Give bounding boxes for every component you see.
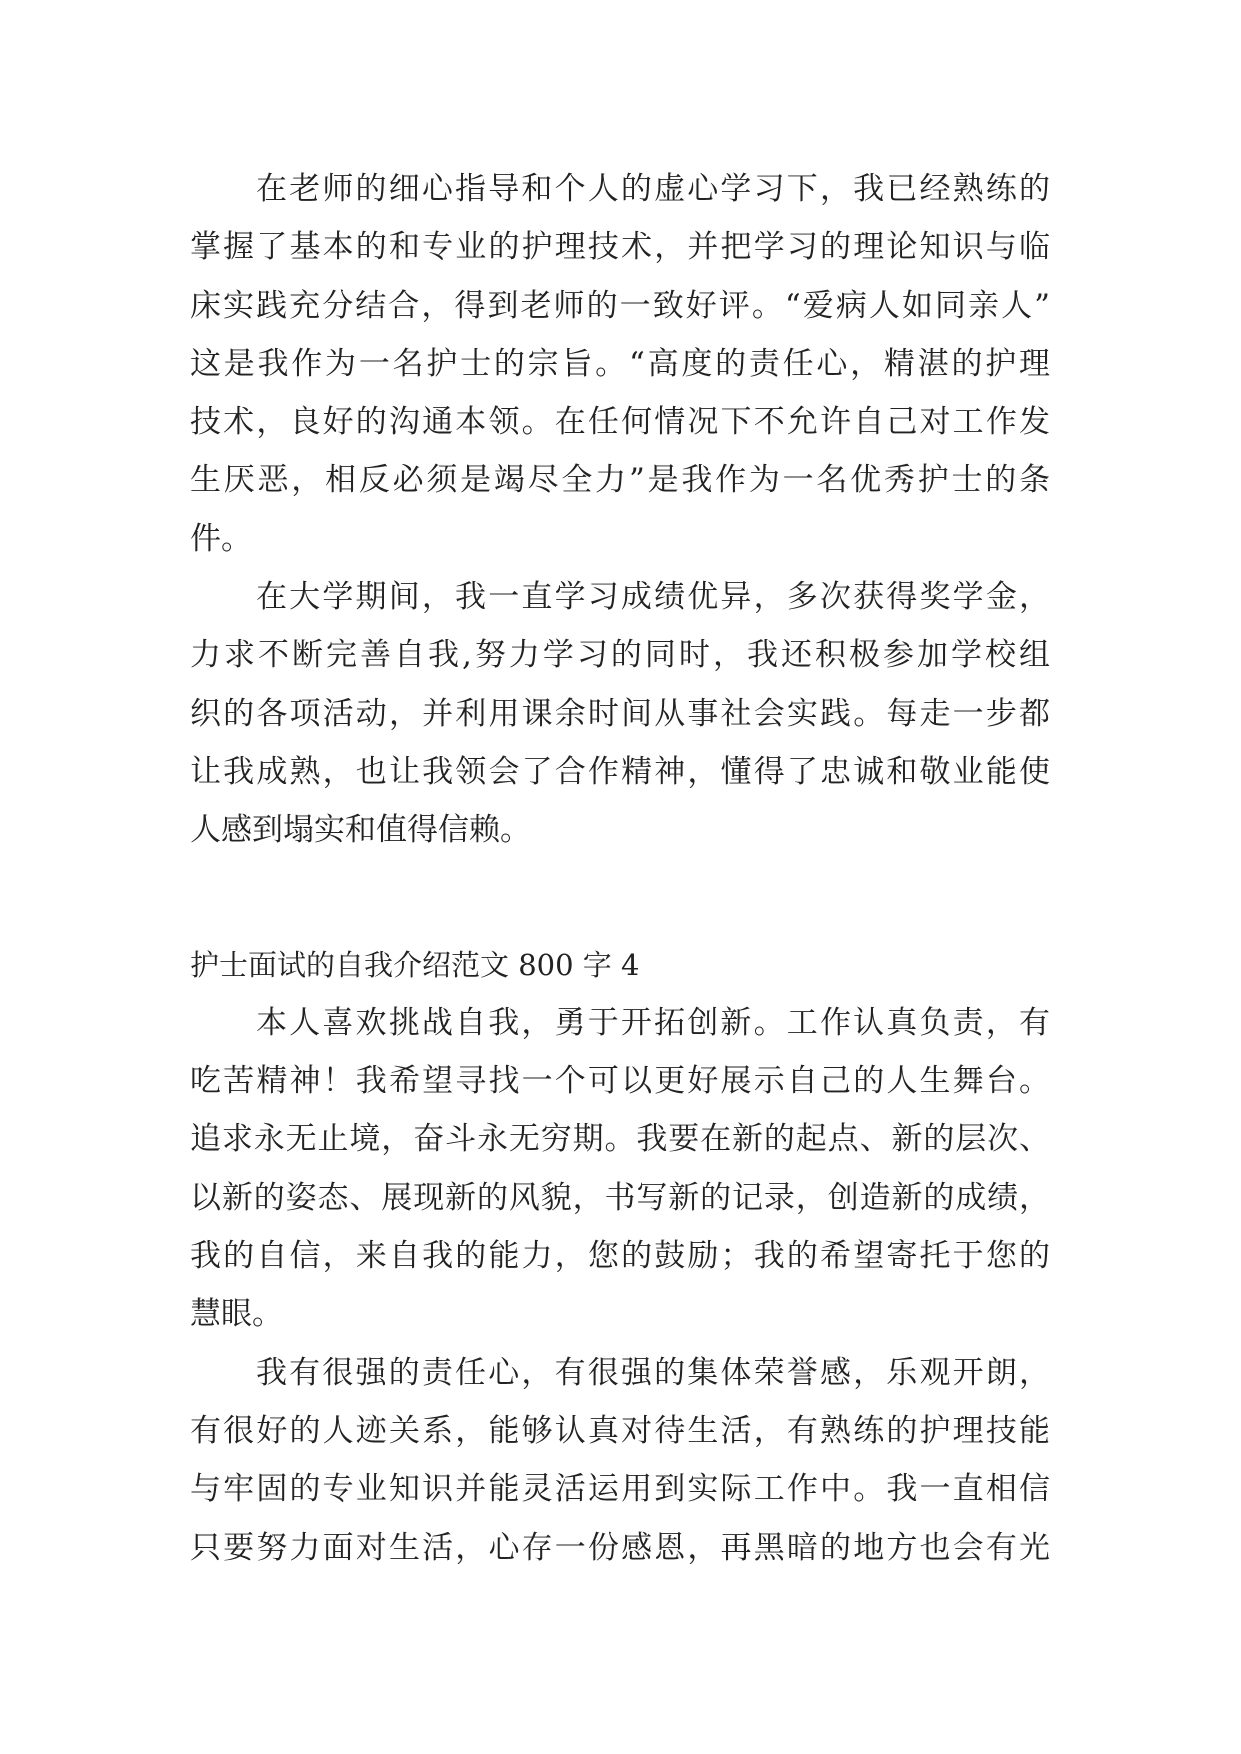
text-line: 这是我作为一名护士的宗旨。“高度的责任心，精湛的护理 bbox=[190, 345, 1050, 382]
text-line: 织的各项活动，并利用课余时间从事社会实践。每走一步都 bbox=[190, 695, 1050, 732]
text-line: 人感到塌实和值得信赖。 bbox=[190, 812, 531, 849]
text-line: 慧眼。 bbox=[190, 1296, 283, 1333]
text-line: 技术，良好的沟通本领。在任何情况下不允许自己对工作发 bbox=[190, 404, 1050, 441]
text-line: 件。 bbox=[190, 520, 252, 557]
paragraph-clinical-skills bbox=[190, 160, 1050, 568]
text-line: 生厌恶，相反必须是竭尽全力”是我作为一名优秀护士的条 bbox=[190, 462, 1050, 499]
section-heading: 护士面试的自我介绍范文 800 字 4 bbox=[190, 947, 640, 982]
document-body bbox=[190, 160, 1050, 1577]
text-line: 有很好的人迹关系，能够认真对待生活，有熟练的护理技能 bbox=[190, 1412, 1050, 1449]
text-line: 我的自信，来自我的能力，您的鼓励；我的希望寄托于您的 bbox=[190, 1238, 1050, 1275]
text-line: 只要努力面对生活，心存一份感恩，再黑暗的地方也会有光 bbox=[190, 1529, 1050, 1566]
paragraph-responsibility bbox=[190, 1344, 1050, 1577]
text-line: 与牢固的专业知识并能灵活运用到实际工作中。我一直相信 bbox=[190, 1471, 1050, 1508]
paragraph-university bbox=[190, 568, 1050, 859]
text-line: 床实践充分结合，得到老师的一致好评。“爱病人如同亲人” bbox=[190, 287, 1050, 324]
text-line: 在大学期间，我一直学习成绩优异，多次获得奖学金， bbox=[256, 579, 1050, 616]
text-line: 本人喜欢挑战自我，勇于开拓创新。工作认真负责，有 bbox=[256, 1004, 1050, 1041]
text-line: 掌握了基本的和专业的护理技术，并把学习的理论知识与临 bbox=[190, 229, 1050, 266]
paragraph-self-challenge bbox=[190, 994, 1050, 1344]
text-line: 力求不断完善自我,努力学习的同时，我还积极参加学校组 bbox=[190, 637, 1050, 674]
text-line: 追求永无止境，奋斗永无穷期。我要在新的起点、新的层次、 bbox=[190, 1121, 1050, 1158]
section-gap bbox=[190, 860, 1050, 936]
text-line: 让我成熟，也让我领会了合作精神，懂得了忠诚和敬业能使 bbox=[190, 753, 1050, 790]
text-line: 在老师的细心指导和个人的虚心学习下，我已经熟练的 bbox=[256, 171, 1050, 207]
text-line: 吃苦精神！我希望寻找一个可以更好展示自己的人生舞台。 bbox=[190, 1063, 1050, 1100]
text-line: 以新的姿态、展现新的风貌，书写新的记录，创造新的成绩， bbox=[190, 1179, 1050, 1216]
text-line: 我有很强的责任心，有很强的集体荣誉感，乐观开朗， bbox=[256, 1354, 1050, 1391]
